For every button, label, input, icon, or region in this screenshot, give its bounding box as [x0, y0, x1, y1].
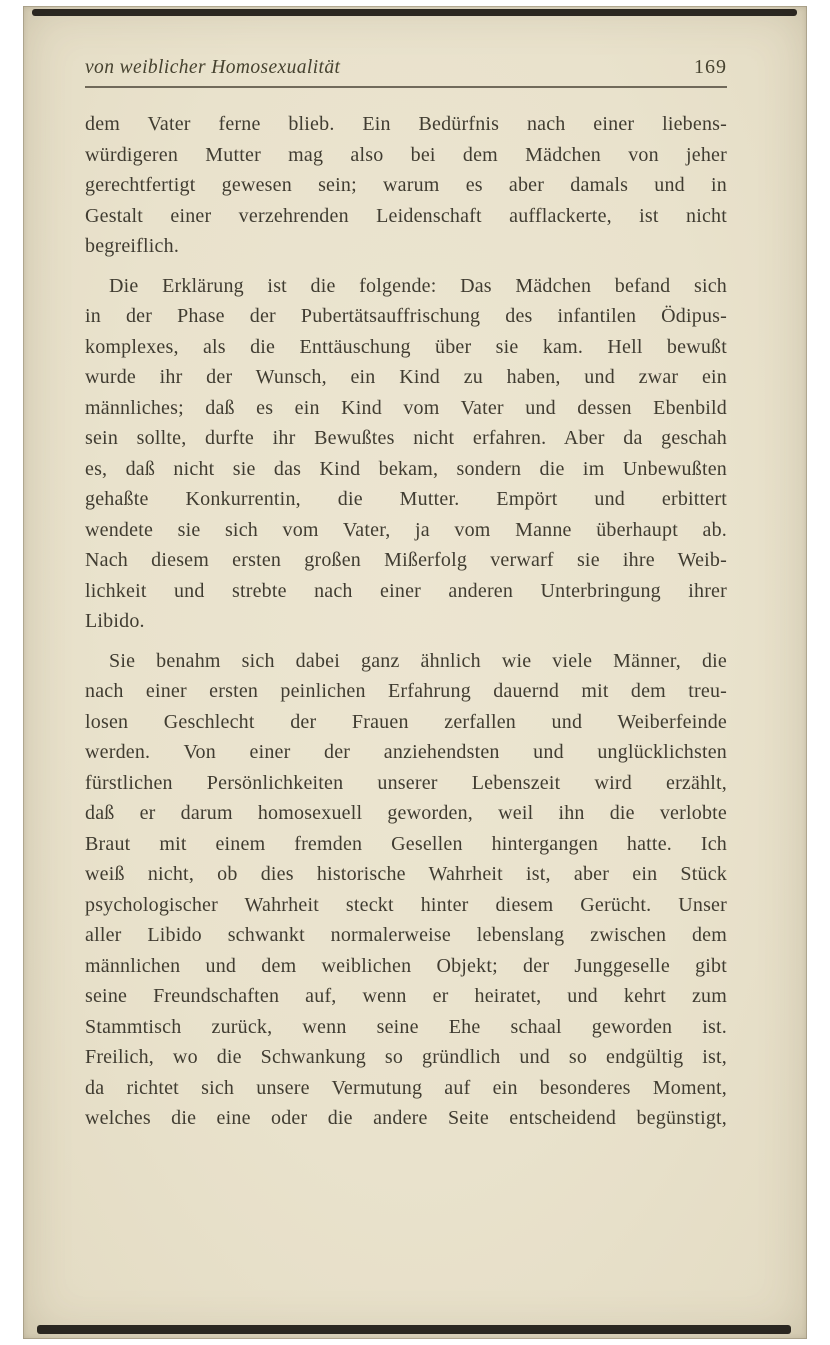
text-line: welches die eine oder die andere Seite entscheidend begünstigt,: [85, 1107, 727, 1129]
text-line: seine Freundschaften auf, wenn er heiratet, und kehrt zum: [85, 985, 727, 1007]
text-line: daß er darum homosexuell geworden, weil ihn die verlobte: [85, 802, 727, 824]
header-rule: [85, 86, 727, 88]
page-content: [85, 56, 727, 1134]
text-line: Die Erklärung ist die folgende: Das Mädchen befand sich: [109, 274, 727, 297]
text-line: komplexes, als die Enttäuschung über sie kam. Hell bewußt: [85, 335, 727, 358]
text-line: männliches; daß es ein Kind vom Vater und dessen Ebenbild: [85, 396, 727, 419]
text-line: Braut mit einem fremden Gesellen hintergangen hatte. Ich: [85, 832, 727, 855]
text-line: Gestalt einer verzehrenden Leidenschaft aufflackerte, ist nicht: [85, 204, 727, 227]
text-line: gerechtfertigt gewesen sein; warum es aber damals und in: [85, 174, 727, 196]
paragraph: [85, 109, 727, 262]
text-line: aller Libido schwankt normalerweise lebenslang zwischen dem: [85, 924, 727, 946]
text-line: Sie benahm sich dabei ganz ähnlich wie viele Männer, die: [109, 649, 727, 672]
text-line: sein sollte, durfte ihr Bewußtes nicht erfahren. Aber da geschah: [85, 427, 727, 449]
page-number: 169: [694, 56, 727, 78]
text-line: fürstlichen Persönlichkeiten unserer Lebenszeit wird erzählt,: [85, 771, 727, 794]
text-line: Nach diesem ersten großen Mißerfolg verwarf sie ihre Weib-: [85, 549, 727, 571]
paragraph: [85, 646, 727, 1134]
text-line: wendete sie sich vom Vater, ja vom Manne überhaupt ab.: [85, 518, 727, 541]
page-header: [85, 56, 727, 79]
text-line: Freilich, wo die Schwankung so gründlich und so endgültig ist,: [85, 1046, 727, 1068]
text-line: begreiflich.: [85, 235, 180, 257]
text-line: weiß nicht, ob dies historische Wahrheit ist, aber ein Stück: [85, 863, 727, 885]
paragraph: [85, 271, 727, 637]
text-line: psychologischer Wahrheit steckt hinter diesem Gerücht. Unser: [85, 893, 727, 916]
text-line: es, daß nicht sie das Kind bekam, sondern die im Unbewußten: [85, 457, 727, 480]
text-line: werden. Von einer der anziehendsten und unglücklichsten: [85, 741, 727, 763]
text-line: dem Vater ferne blieb. Ein Bedürfnis nach einer liebens-: [85, 113, 727, 135]
text-line: nach einer ersten peinlichen Erfahrung dauernd mit dem treu-: [85, 680, 727, 702]
scan-edge-bottom: [37, 1325, 791, 1334]
text-line: Libido.: [85, 610, 145, 632]
text-line: lichkeit und strebte nach einer anderen Unterbringung ihrer: [85, 579, 727, 602]
running-title: von weiblicher Homosexualität: [85, 57, 341, 78]
text-line: wurde ihr der Wunsch, ein Kind zu haben, und zwar ein: [85, 366, 727, 388]
text-line: da richtet sich unsere Vermutung auf ein besonderes Moment,: [85, 1076, 727, 1099]
text-line: männlichen und dem weiblichen Objekt; der Junggeselle gibt: [85, 954, 727, 977]
text-line: Stammtisch zurück, wenn seine Ehe schaal geworden ist.: [85, 1015, 727, 1038]
text-line: gehaßte Konkurrentin, die Mutter. Empört und erbittert: [85, 488, 727, 510]
scan-edge-top: [32, 9, 797, 16]
text-line: in der Phase der Pubertätsauffrischung des infantilen Ödipus-: [85, 305, 727, 327]
text-line: würdigeren Mutter mag also bei dem Mädchen von jeher: [85, 143, 727, 166]
page-body: [85, 109, 727, 1134]
scanned-book-page: [23, 6, 807, 1339]
text-line: losen Geschlecht der Frauen zerfallen und Weiberfeinde: [85, 710, 727, 733]
